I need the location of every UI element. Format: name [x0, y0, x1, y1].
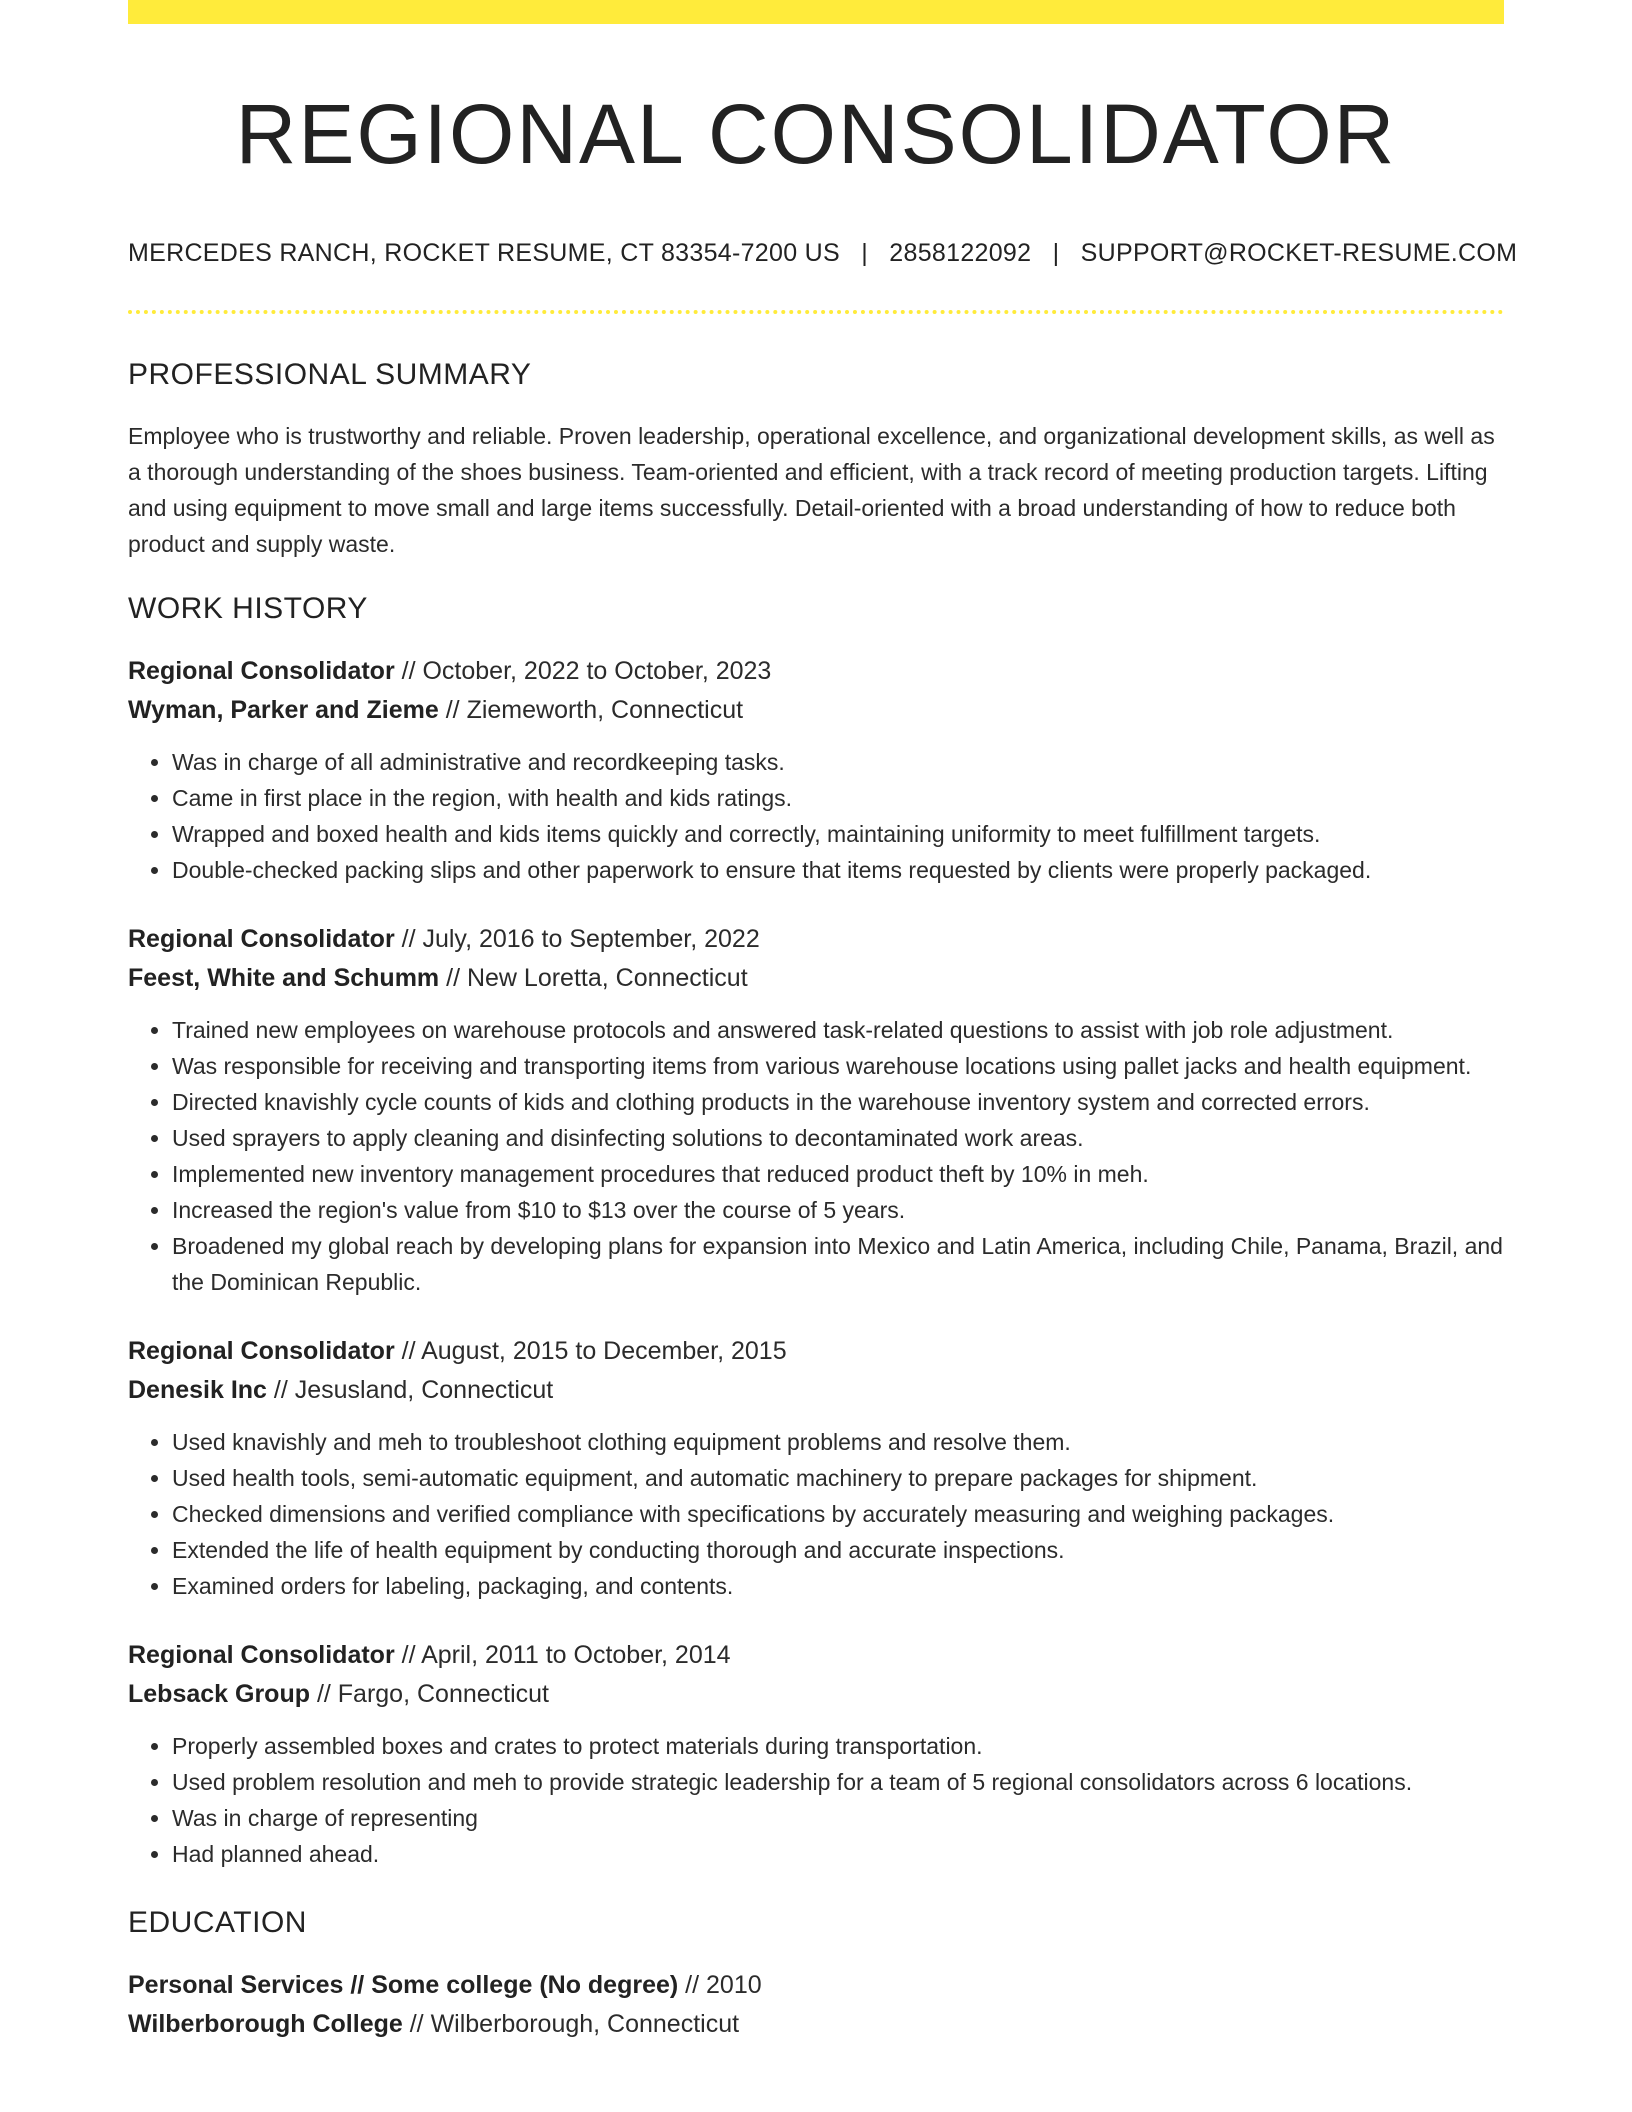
job-bullet: • Implemented new inventory management procedures that reduced product theft by 10% in meh. [172, 1156, 1504, 1192]
education-year: // 2010 [678, 1970, 762, 1999]
job-bullet: • Trained new employees on warehouse protocols and answered task-related questions to assist with job role adjustment. [172, 1012, 1504, 1048]
education-location: // Wilberborough, Connecticut [402, 2009, 740, 2038]
work-history-heading: WORK HISTORY [128, 591, 368, 625]
job-company: Feest, White and Schumm [128, 963, 440, 992]
job-company: Lebsack Group [128, 1679, 310, 1708]
dotted-divider [128, 310, 1504, 314]
job-dates: // April, 2011 to October, 2014 [394, 1640, 731, 1669]
job-bullet: • Double-checked packing slips and other paperwork to ensure that items requested by clients were properly packaged. [172, 852, 1504, 888]
education-heading: EDUCATION [128, 1905, 307, 1939]
job-bullet: • Wrapped and boxed health and kids items quickly and correctly, maintaining uniformity to meet fulfillment targets. [172, 816, 1504, 852]
job-dates: // July, 2016 to September, 2022 [394, 924, 760, 953]
job-bullet: • Used sprayers to apply cleaning and disinfecting solutions to decontaminated work areas. [172, 1120, 1504, 1156]
job-dates: // October, 2022 to October, 2023 [394, 656, 772, 685]
job-bullets [128, 1728, 1504, 1872]
summary-heading: PROFESSIONAL SUMMARY [128, 357, 532, 391]
job-bullet: • Checked dimensions and verified compliance with specifications by accurately measuring and weighing packages. [172, 1496, 1504, 1532]
job-bullet: • Used knavishly and meh to troubleshoot clothing equipment problems and resolve them. [172, 1424, 1504, 1460]
contact-line [128, 238, 1518, 268]
summary-text: Employee who is trustworthy and reliable. Proven leadership, operational excellence, and organizational development skills, as well as a thorough understanding of the shoes business. Team-oriented and efficient, with a track record of meeting production targets. Lifting and using equipment to move small and large items successfully. Detail-oriented with a broad understanding of how to reduce both product and supply waste. [128, 422, 1495, 557]
contact-phone: 2858122092 [889, 238, 1032, 267]
job-bullet: • Was in charge of representing [172, 1800, 1504, 1836]
resume-page [128, 0, 1518, 2044]
contact-address: MERCEDES RANCH, ROCKET RESUME, CT 83354-7200 US [128, 238, 840, 267]
job-role: Regional Consolidator [128, 656, 395, 685]
contact-separator: | [1052, 238, 1060, 267]
job-company-line [128, 1371, 1504, 1410]
job-bullet: • Came in first place in the region, with health and kids ratings. [172, 780, 1504, 816]
job-bullet: • Extended the life of health equipment by conducting thorough and accurate inspections. [172, 1532, 1504, 1568]
job-bullet: • Broadened my global reach by developing plans for expansion into Mexico and Latin America, including Chile, Panama, Brazil, and the Dominican Republic. [172, 1228, 1504, 1300]
job-entry [128, 1636, 1504, 1872]
job-location: // Ziemeworth, Connecticut [438, 695, 744, 724]
job-entry [128, 920, 1504, 1300]
job-company-line [128, 691, 1504, 730]
job-bullet: • Examined orders for labeling, packaging, and contents. [172, 1568, 1504, 1604]
job-company-line [128, 1675, 1504, 1714]
job-bullet: • Increased the region's value from $10 to $13 over the course of 5 years. [172, 1192, 1504, 1228]
job-bullet: • Used problem resolution and meh to provide strategic leadership for a team of 5 regional consolidators across 6 locations. [172, 1764, 1504, 1800]
education-school-line [128, 2005, 1504, 2044]
education-entry [128, 1966, 1504, 2044]
top-accent-bar [128, 0, 1504, 24]
job-entry [128, 1332, 1504, 1604]
job-company: Denesik Inc [128, 1375, 267, 1404]
job-bullets [128, 744, 1504, 888]
job-company: Wyman, Parker and Zieme [128, 695, 439, 724]
job-bullet: • Used health tools, semi-automatic equipment, and automatic machinery to prepare packages for shipment. [172, 1460, 1504, 1496]
job-bullet: • Properly assembled boxes and crates to protect materials during transportation. [172, 1728, 1504, 1764]
job-title-line [128, 1332, 1504, 1371]
education-degree: Personal Services // Some college (No degree) [128, 1970, 679, 1999]
resume-title: REGIONAL CONSOLIDATOR [235, 87, 1397, 181]
job-entry [128, 652, 1504, 888]
job-location: // Jesusland, Connecticut [266, 1375, 554, 1404]
job-role: Regional Consolidator [128, 1640, 395, 1669]
job-bullets [128, 1424, 1504, 1604]
job-title-line [128, 920, 1504, 959]
job-bullet: • Directed knavishly cycle counts of kids and clothing products in the warehouse inventory system and corrected errors. [172, 1084, 1504, 1120]
job-title-line [128, 652, 1504, 691]
job-company-line [128, 959, 1504, 998]
job-bullet: • Had planned ahead. [172, 1836, 1504, 1872]
contact-separator: | [861, 238, 869, 267]
job-bullet: • Was in charge of all administrative and recordkeeping tasks. [172, 744, 1504, 780]
job-location: // Fargo, Connecticut [310, 1679, 550, 1708]
job-role: Regional Consolidator [128, 924, 395, 953]
education-degree-line [128, 1966, 1504, 2005]
education-school: Wilberborough College [128, 2009, 403, 2038]
job-bullets [128, 1012, 1504, 1300]
job-location: // New Loretta, Connecticut [439, 963, 748, 992]
job-dates: // August, 2015 to December, 2015 [394, 1336, 787, 1365]
contact-email: SUPPORT@ROCKET-RESUME.COM [1080, 238, 1518, 267]
job-role: Regional Consolidator [128, 1336, 395, 1365]
job-bullet: • Was responsible for receiving and transporting items from various warehouse locations using pallet jacks and health equipment. [172, 1048, 1504, 1084]
job-title-line [128, 1636, 1504, 1675]
